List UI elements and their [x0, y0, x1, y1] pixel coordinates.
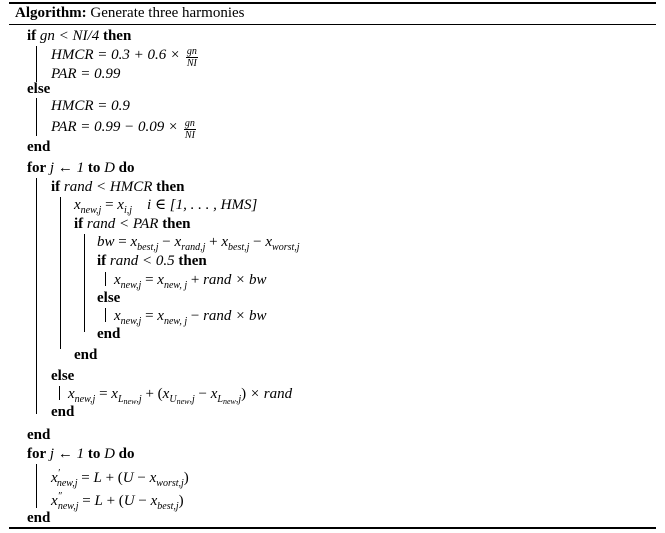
- block-bar: [36, 46, 37, 82]
- line-par-1: PAR = 0.99: [51, 66, 121, 82]
- line-for-2: for j ← 1 to D do: [27, 446, 135, 462]
- line-hmcr-2: HMCR = 0.9: [51, 98, 130, 114]
- algorithm-caption: [15, 5, 245, 23]
- line-xprime-worst: $x'_{new,j} = L + (U - x_{worst,j})$: [51, 468, 189, 489]
- line-bw: bw = $x_{best,j} - x_{rand,j} + x_{best,j} - x_{worst,j}$: [97, 234, 300, 253]
- line-end-1: end: [27, 139, 51, 155]
- line-end-5: end: [27, 427, 51, 443]
- line-par-2: PAR = 0.99 − 0.09 × $\frac{gn}{NI}$: [51, 118, 195, 141]
- caption-label: Algorithm:: [15, 5, 87, 21]
- line-if-gn: if gn < NI/4 then: [27, 28, 132, 44]
- block-bar: [36, 464, 37, 508]
- line-end-2: end: [97, 326, 121, 342]
- line-for-1: for j ← 1 to D do: [27, 160, 135, 176]
- bottom-rule: [9, 527, 656, 529]
- caption-rule: [9, 24, 656, 25]
- block-bar: [105, 272, 106, 286]
- fraction-gn-ni: $\frac{gn}{NI}$: [186, 46, 197, 69]
- line-end-4: end: [51, 404, 75, 420]
- line-if-hmcr: if rand < HMCR then: [51, 179, 185, 195]
- block-bar: [84, 234, 85, 332]
- fraction-gn-ni: $\frac{gn}{NI}$: [184, 118, 195, 141]
- block-bar: [60, 197, 61, 349]
- line-if-par: if rand < PAR then: [74, 216, 191, 232]
- block-bar: [36, 178, 37, 414]
- line-xnew-minus: $x_{new,j} = x_{new, j}$ − rand × bw: [105, 308, 267, 326]
- line-end-6: end: [27, 510, 51, 526]
- top-rule: [9, 2, 656, 4]
- line-else-3: else: [51, 368, 75, 384]
- block-bar: [36, 98, 37, 136]
- caption-title: Generate three harmonies: [90, 5, 245, 21]
- line-xnew-assign: $x_{new,j} = x_{i,j}$ i ∈ [1, . . . , HMS]: [74, 197, 258, 216]
- block-bar: [105, 308, 106, 322]
- line-hmcr-1: HMCR = 0.3 + 0.6 × $\frac{gn}{NI}$: [51, 46, 197, 69]
- line-xdprime-best: $x''_{new,j} = L + (U - x_{best,j})$: [51, 491, 184, 512]
- line-xnew-bounds: $x_{new,j} = x_{L_{new},j} + (x_{U_{new},j} - x_{L_{new},j})$ × rand: [59, 386, 292, 404]
- block-bar: [59, 386, 60, 400]
- line-else-1: else: [27, 81, 51, 97]
- line-end-3: end: [74, 347, 98, 363]
- line-if-05: if rand < 0.5 then: [97, 253, 207, 269]
- line-xnew-plus: $x_{new,j} = x_{new, j}$ + rand × bw: [105, 272, 267, 290]
- line-else-2: else: [97, 290, 121, 306]
